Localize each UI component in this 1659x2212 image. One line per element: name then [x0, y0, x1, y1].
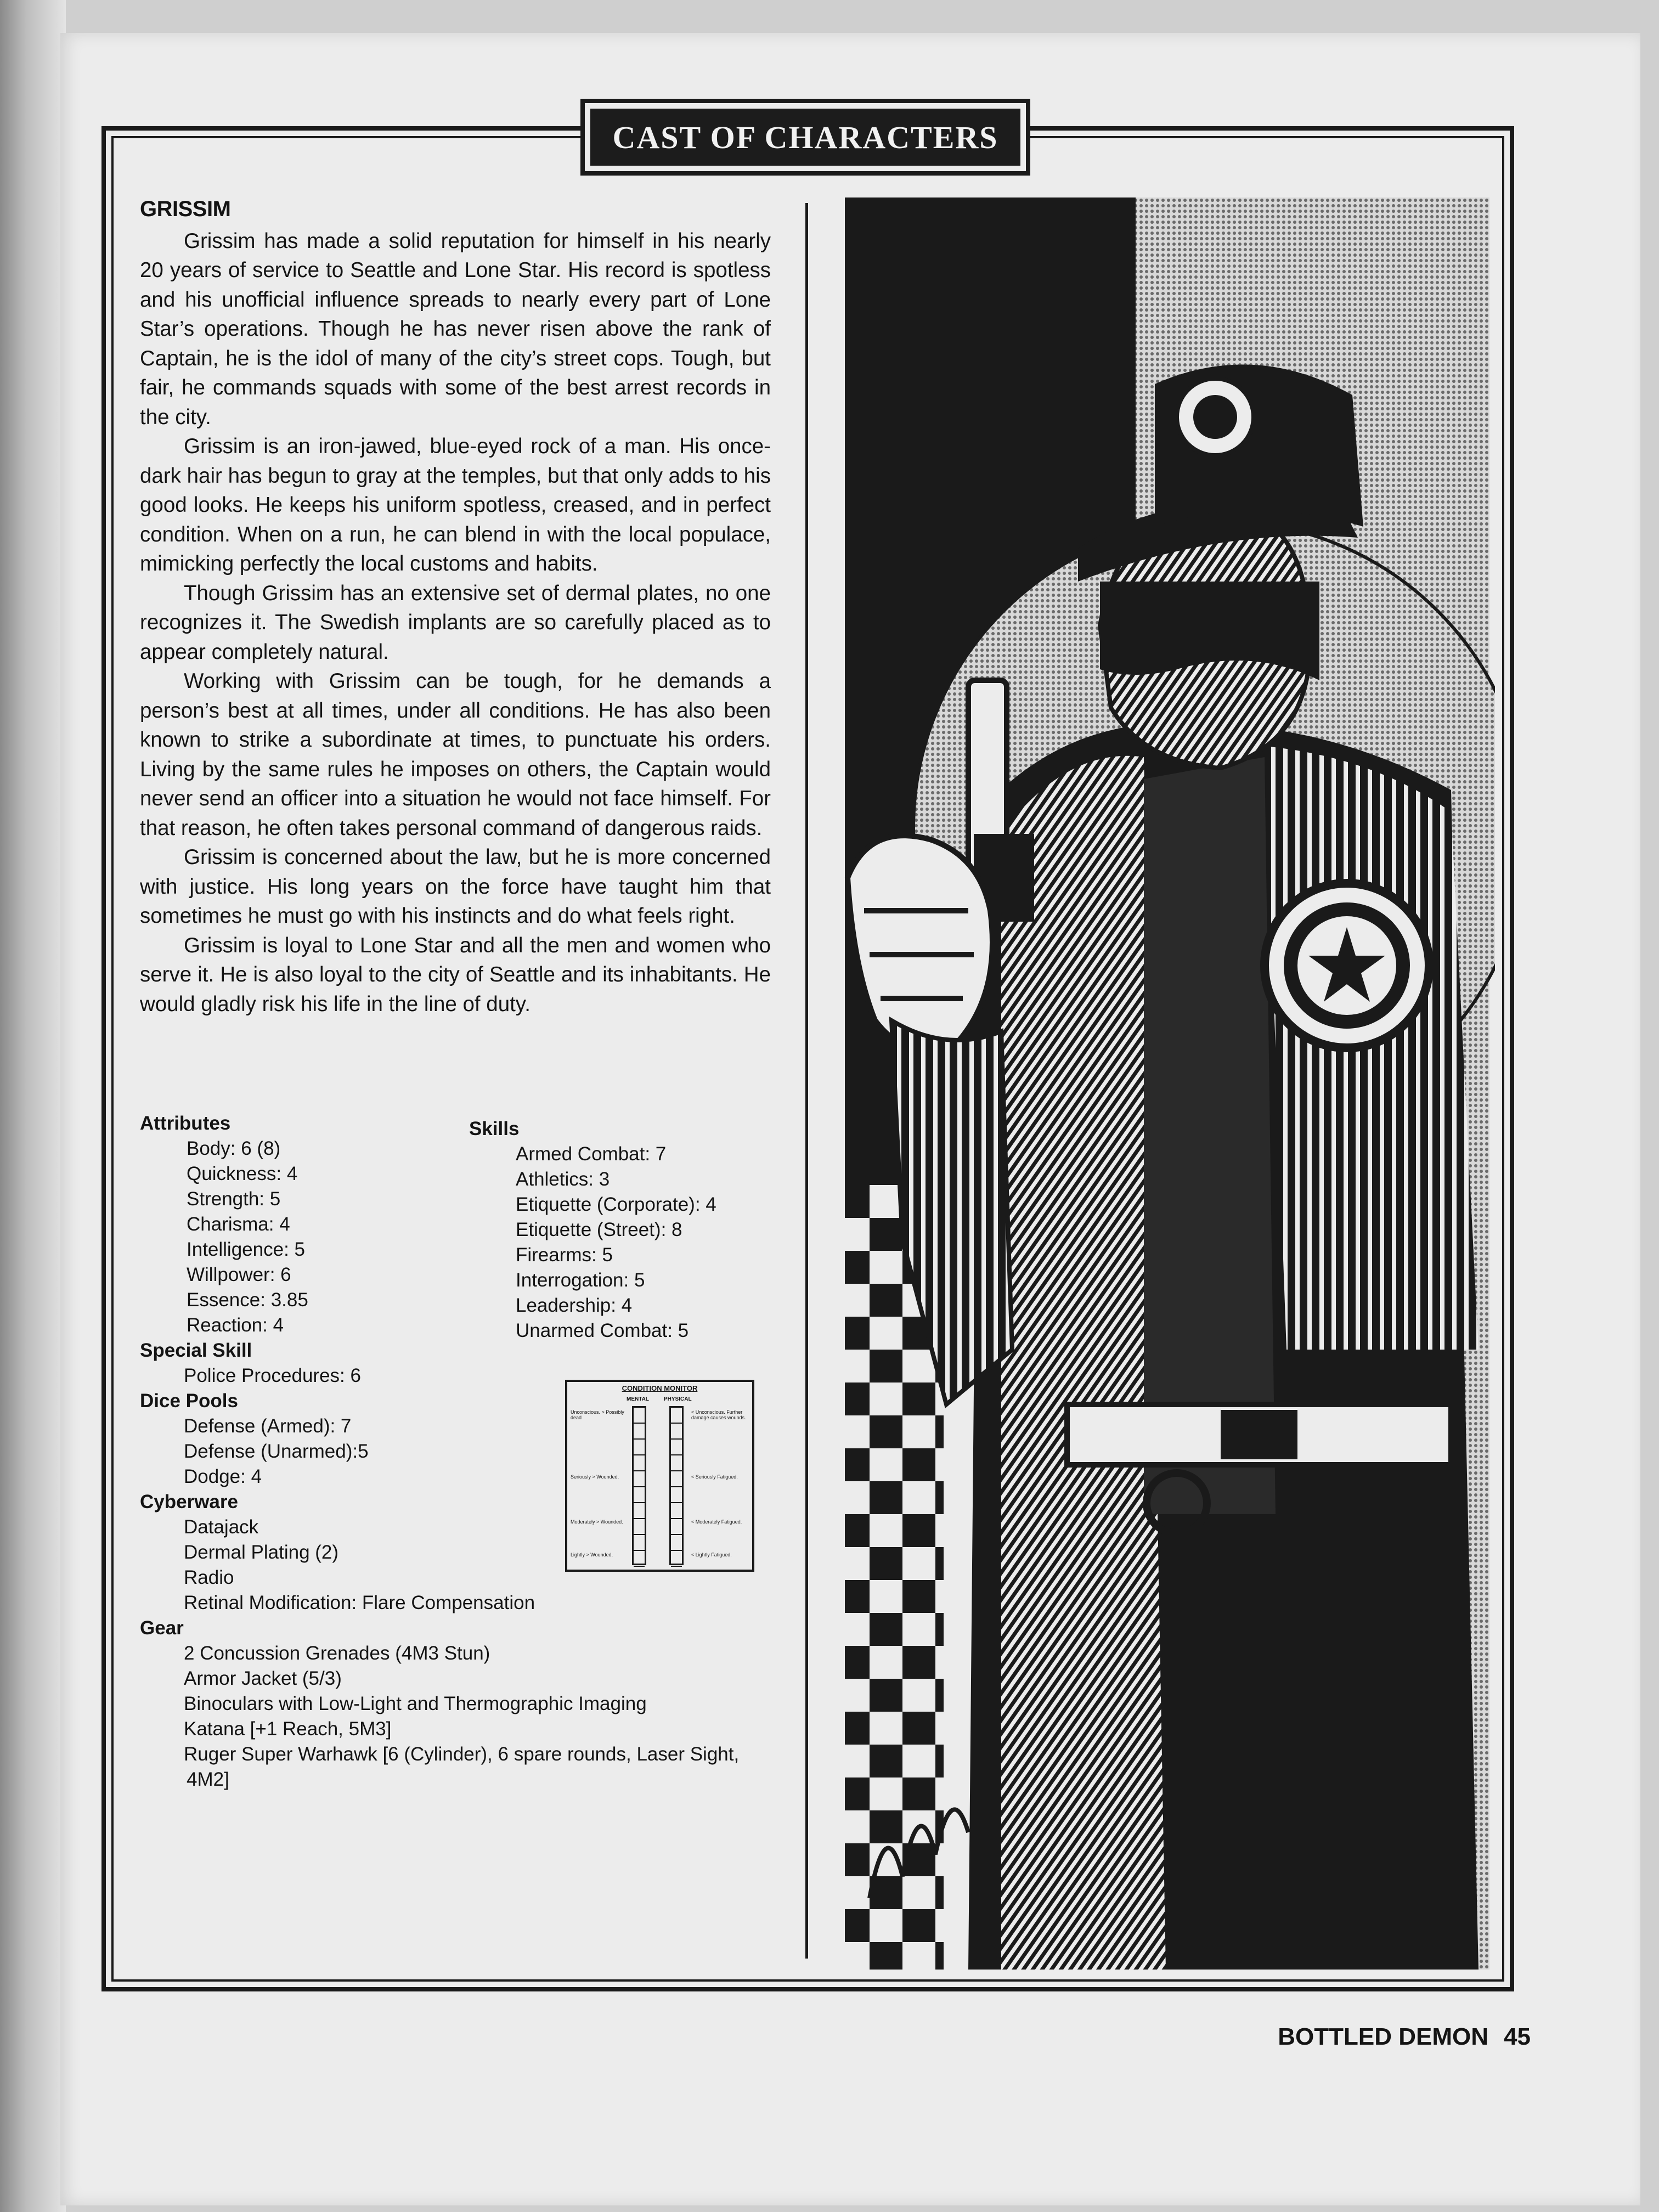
gear-heading: Gear: [140, 1617, 184, 1639]
condition-label: < Seriously Fatigued.: [691, 1474, 738, 1480]
page-footer: [1201, 2023, 1531, 2051]
cyberware-item: Datajack: [184, 1516, 259, 1538]
cyberware-item: Radio: [184, 1567, 234, 1588]
attributes-heading: Attributes: [140, 1113, 231, 1134]
mental-track: [632, 1406, 646, 1565]
description-paragraph: Grissim is loyal to Lone Star and all the men and women who serve it. He is also loyal to the city of Seattle and its inhabitants. He would gladly risk his life in the line of duty.: [140, 933, 771, 1016]
gear-item: 4M2]: [187, 1769, 229, 1790]
gear-item: Binoculars with Low-Light and Thermographic Imaging: [184, 1693, 647, 1714]
skills-block: [469, 1116, 798, 1344]
gear-item: 2 Concussion Grenades (4M3 Stun): [184, 1643, 490, 1664]
character-description: [140, 195, 771, 1019]
description-paragraph: Though Grissim has an extensive set of dermal plates, no one recognizes it. The Swedish implants are so carefully placed as to appear completely natural.: [140, 581, 771, 664]
character-illustration: [837, 198, 1495, 1970]
section-header-title: CAST OF CHARACTERS: [590, 109, 1020, 166]
dice-pool-item: Defense (Armed): 7: [184, 1415, 352, 1437]
cyberware-item: Dermal Plating (2): [184, 1542, 339, 1563]
description-paragraph: Grissim is an iron-jawed, blue-eyed rock of a man. His once-dark hair has begun to gray at the temples, but that only adds to his good looks. He keeps his uniform spotless, creased, and in perfect condition. When on a run, he can blend in with the local populace, mimicking perfectly the local customs and habits.: [140, 435, 771, 575]
physical-track: [669, 1406, 684, 1565]
gear-item: Armor Jacket (5/3): [184, 1668, 342, 1689]
gear-item: Katana [+1 Reach, 5M3]: [184, 1718, 392, 1740]
book-title: BOTTLED DEMON: [1278, 2023, 1489, 2050]
condition-label: Seriously > Wounded.: [571, 1474, 619, 1480]
attribute-item: Reaction: 4: [187, 1314, 284, 1336]
skills-heading: Skills: [469, 1118, 520, 1139]
dice-pools-heading: Dice Pools: [140, 1390, 238, 1412]
description-paragraph: Working with Grissim can be tough, for he demands a person’s best at all times, under all conditions. He has also been known to strike a subordinate at times, to punctuate his orders. Living by the same rules he imposes on others, the Captain would never send an officer into a situation he would not face himself. For that reason, he often takes personal command of dangerous raids.: [140, 669, 771, 840]
special-skill-heading: Special Skill: [140, 1340, 252, 1361]
description-paragraph: Grissim is concerned about the law, but he is more concerned with justice. His long years on the force have taught him that sometimes he must go with his instincts and do what feels right.: [140, 845, 771, 928]
mental-column-label: MENTAL: [627, 1396, 649, 1402]
attribute-item: Willpower: 6: [187, 1264, 291, 1285]
attribute-item: Strength: 5: [187, 1188, 281, 1210]
description-paragraph: Grissim has made a solid reputation for himself in his nearly 20 years of service to Seattle and Lone Star. His record is spotless and his unofficial influence spreads to nearly every part of Lone Star’s operations. Though he has never risen above the rank of Captain, he is the idol of many of the city’s street cops. Tough, but fair, he commands squads with some of the best arrest records in the city.: [140, 229, 771, 429]
skill-item: Firearms: 5: [516, 1244, 613, 1266]
dice-pool-item: Dodge: 4: [184, 1466, 262, 1487]
character-name: GRISSIM: [140, 197, 231, 221]
skill-item: Leadership: 4: [516, 1295, 633, 1316]
condition-label: < Unconscious. Further damage causes wounds.: [691, 1409, 746, 1420]
book-binding-shadow: [0, 0, 66, 2212]
skill-item: Unarmed Combat: 5: [516, 1320, 689, 1341]
page-number: 45: [1504, 2023, 1531, 2050]
condition-monitor: [565, 1380, 754, 1572]
gear-item: Ruger Super Warhawk [6 (Cylinder), 6 spare rounds, Laser Sight,: [184, 1743, 740, 1765]
cyberware-item: Retinal Modification: Flare Compensation: [184, 1592, 535, 1613]
condition-label: Unconscious. > Possibly dead: [571, 1409, 624, 1420]
condition-label: Moderately > Wounded.: [571, 1519, 623, 1525]
attribute-item: Intelligence: 5: [187, 1239, 305, 1260]
physical-column-label: PHYSICAL: [664, 1396, 692, 1402]
condition-label: < Moderately Fatigued.: [691, 1519, 742, 1525]
skill-item: Etiquette (Corporate): 4: [516, 1194, 716, 1215]
condition-monitor-title: CONDITION MONITOR: [622, 1384, 698, 1392]
skill-item: Interrogation: 5: [516, 1269, 645, 1291]
section-header: [580, 99, 1030, 176]
attribute-item: Essence: 3.85: [187, 1289, 308, 1311]
column-divider: [805, 203, 808, 1959]
attribute-item: Body: 6 (8): [187, 1138, 281, 1159]
special-skill-item: Police Procedures: 6: [184, 1365, 361, 1386]
skill-item: Etiquette (Street): 8: [516, 1219, 682, 1240]
skill-item: Athletics: 3: [516, 1169, 610, 1190]
skill-item: Armed Combat: 7: [516, 1143, 667, 1165]
grissim-portrait-art: [837, 198, 1495, 1970]
attribute-item: Quickness: 4: [187, 1163, 298, 1184]
condition-label: < Lightly Fatigued.: [691, 1552, 732, 1558]
cyberware-heading: Cyberware: [140, 1491, 238, 1513]
condition-label: Lightly > Wounded.: [571, 1552, 613, 1558]
attribute-item: Charisma: 4: [187, 1214, 290, 1235]
dice-pool-item: Defense (Unarmed):5: [184, 1441, 369, 1462]
